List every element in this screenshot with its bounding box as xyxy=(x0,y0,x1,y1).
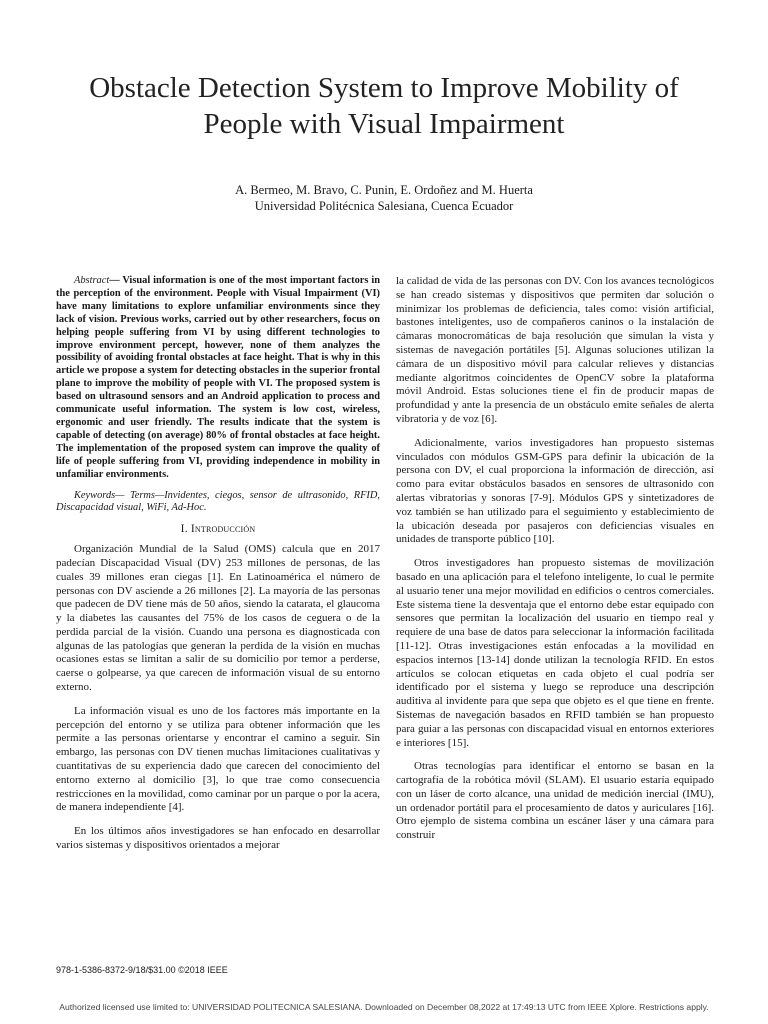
license-notice: Authorized licensed use limited to: UNIVERSIDAD POLITECNICA SALESIANA. Downloaded on December 08,2022 at 17:49:13 UTC from IEEE Xplore. Restrictions apply. xyxy=(59,1002,709,1012)
paragraph: Otras tecnologías para identificar el entorno se basan en la cartografía de la robótica móvil (SLAM). El usuario estaría equipado con un láser de corto alcance, una unidad de medición inercial (IMU), un ordenador portátil para el procesamiento de datos y auriculares [16]. Otro ejemplo de sistema combina un escáner láser y una cámara para construir xyxy=(396,760,714,842)
paragraph: En los últimos años investigadores se han enfocado en desarrollar varios sistemas y dispositivos orientados a mejorar xyxy=(56,825,380,852)
right-column xyxy=(396,275,714,853)
abstract-label: Abstract xyxy=(74,275,110,286)
paragraph: La información visual es uno de los factores más importante en la percepción del entorno y se utiliza para obtener información que les permite a las personas orientarse y encontrar el camino a seguir. Sin embargo, las personas con DV tienen muchas limitaciones cualitativas y cuantitativas de su experiencia dado que carecen del conocimiento del entorno externo al domicilio [3], lo que trae como consecuencia restricciones en la movilidad, como caminar por un parque o por la acera, de manera independiente [4]. xyxy=(56,704,380,814)
paragraph: Otros investigadores han propuesto sistemas de movilización basado en una aplicación para el telefono inteligente, lo cual le permite al usuario tener una mejor movilidad en edificios o centros comerciales. Este sistema tiene la desventaja que el entorno debe estar equipado con sensores que permitan la localización del usuario en tiempo real y requiere de una base de datos para seleccionar la información facilitada [11-12]. Otras investigaciones están enfocadas a la movilidad en espacios internos [13-14] donde utilizan la tecnología RFID. En estos artículos se colocan etiquetas en cada objeto el cual podría ser identificado por el sistema y luego se reproduce una descripción auditiva al invidente para que sepa que objeto es el que tiene en frente. Sistemas de navegación basados en RFID también se han propuesto para guiar a las personas con discapacidad visual en entornos exteriores e interiores [15]. xyxy=(396,557,714,749)
title-line-2: People with Visual Impairment xyxy=(203,108,565,140)
paragraph: la calidad de vida de las personas con DV. Con los avances tecnológicos se han creado sistemas y dispositivos que permiten dar solución o minimizar los problemas de deficiencia, tales como: visión artificial, bastones inteligentes, uso de compañeros caninos o la instalación de cámaras monocromáticas de baja resolución que simulan la vista y sistemas de navegación portátiles [5]. Algunas soluciones utilizan la cámara de un dispositivo móvil para calcular relieves y distancias mediante algoritmos coincidentes de OpenCV sobre la plataforma móvil Android. Estas soluciones tiene el fin de producir mapas de profundidad y ante la presencia de un obstáculo emite señales de alerta vibratoria y de voz [6]. xyxy=(396,275,714,425)
paper-title xyxy=(40,70,728,142)
left-column xyxy=(56,275,380,863)
copyright-footer: 978-1-5386-8372-9/18/$31.00 ©2018 IEEE xyxy=(56,965,228,975)
author-names: A. Bermeo, M. Bravo, C. Punin, E. Ordoñez and M. Huerta xyxy=(235,183,533,197)
paragraph: Adicionalmente, varios investigadores han propuesto sistemas vinculados con módulos GSM-GPS para definir la ubicación de la persona con DV, el cual proporciona la información de dirección, así como para evitar obstáculos basados en sensores de ultrasonido con alertas vibratorias y sonoras [7-9]. Módulos GPS y sintetizadores de voz también se han utilizado para el seguimiento y establecimiento de la ubicación deseada por pasajeros con deficiencias visuales en unidades de transporte público [10]. xyxy=(396,436,714,546)
author-block xyxy=(40,182,728,214)
keywords: Keywords— Terms—Invidentes, ciegos, sensor de ultrasonido, RFID, Discapacidad visual, WiFi, Ad-Hoc. xyxy=(56,489,380,514)
author-affiliation: Universidad Politécnica Salesiana, Cuenca Ecuador xyxy=(254,199,514,213)
section-heading-introduction: I. Introducción xyxy=(180,523,256,536)
paragraph: Organización Mundial de la Salud (OMS) calcula que en 2017 padecían Discapacidad Visual (DV) 253 millones de personas, de las cuales 39 millones eran ciegas [1]. En Latinoamérica el número de personas con DV asciende a 26 millones [2]. La mayoría de las personas que padecen de DV tiene más de 50 años, siendo la catarata, el glaucoma y la diabetes las causantes del 75% de los casos de ceguera o de la perdida parcial de la visión. Cuando una persona es diagnosticada con algunas de las patologías que generan la perdida de la visión en muchas ocasiones estas se limitan a salir de su domicilio por temor a perderse, caerse o golpearse, ya que carecen de información visual de su entorno externo. xyxy=(56,543,380,694)
abstract-text: — Visual information is one of the most important factors in the perception of the environment. People with Visual Impairment (VI) have many limitations to explore unfamiliar environments since they lack of vision. Previous works, carried out by other researchers, focus on helping people suffering from VI by using different technologies to improve environment percept, however, none of them analyzes the possibility of avoiding frontal obstacles at face height. That is why in this article we propose a system for detecting obstacles in the superior frontal plane to improve the mobility of people with VI. The proposed system is based on ultrasound sensors and an Android application to process and communicate useful information. The system is low cost, wireless, ergonomic and user friendly. The results indicate that the system is capable of detecting (on average) 80% of frontal obstacles at face height. The implementation of the proposed system can improve the quality of life of people suffering from VI, providing independence in mobility in unfamiliar environments. xyxy=(56,275,380,480)
title-line-1: Obstacle Detection System to Improve Mobility of xyxy=(89,72,679,104)
abstract xyxy=(56,275,380,482)
